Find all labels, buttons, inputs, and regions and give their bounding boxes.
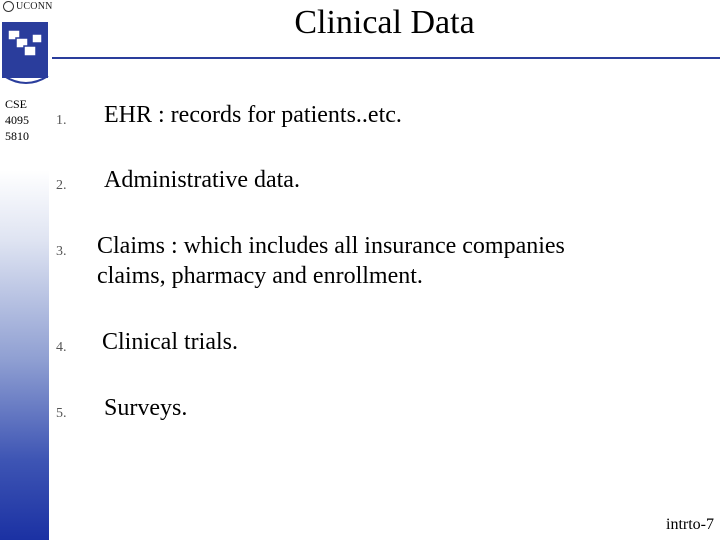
- item-number: 1.: [56, 113, 67, 128]
- course-code: [5, 96, 45, 144]
- course-line: CSE: [5, 97, 28, 111]
- item-text: EHR : records for patients..etc.: [104, 102, 402, 128]
- item-number: 3.: [56, 244, 67, 259]
- title-divider: [52, 57, 720, 59]
- seal-icon: [3, 1, 14, 12]
- item-text: Clinical trials.: [102, 329, 238, 355]
- item-text: Claims : which includes all insurance companies: [97, 233, 565, 259]
- course-line: 4095: [5, 113, 29, 127]
- item-number: 2.: [56, 178, 67, 193]
- item-text: Surveys.: [104, 395, 188, 421]
- item-text: claims, pharmacy and enrollment.: [97, 263, 423, 289]
- item-number: 5.: [56, 406, 67, 421]
- department-badge-icon: [0, 18, 52, 90]
- item-text: Administrative data.: [104, 167, 300, 193]
- item-number: 4.: [56, 340, 67, 355]
- logo-text: UCONN: [16, 1, 53, 12]
- slide-title: Clinical Data: [294, 4, 475, 41]
- slide-id: intrto-7: [666, 516, 714, 533]
- course-line: 5810: [5, 129, 29, 143]
